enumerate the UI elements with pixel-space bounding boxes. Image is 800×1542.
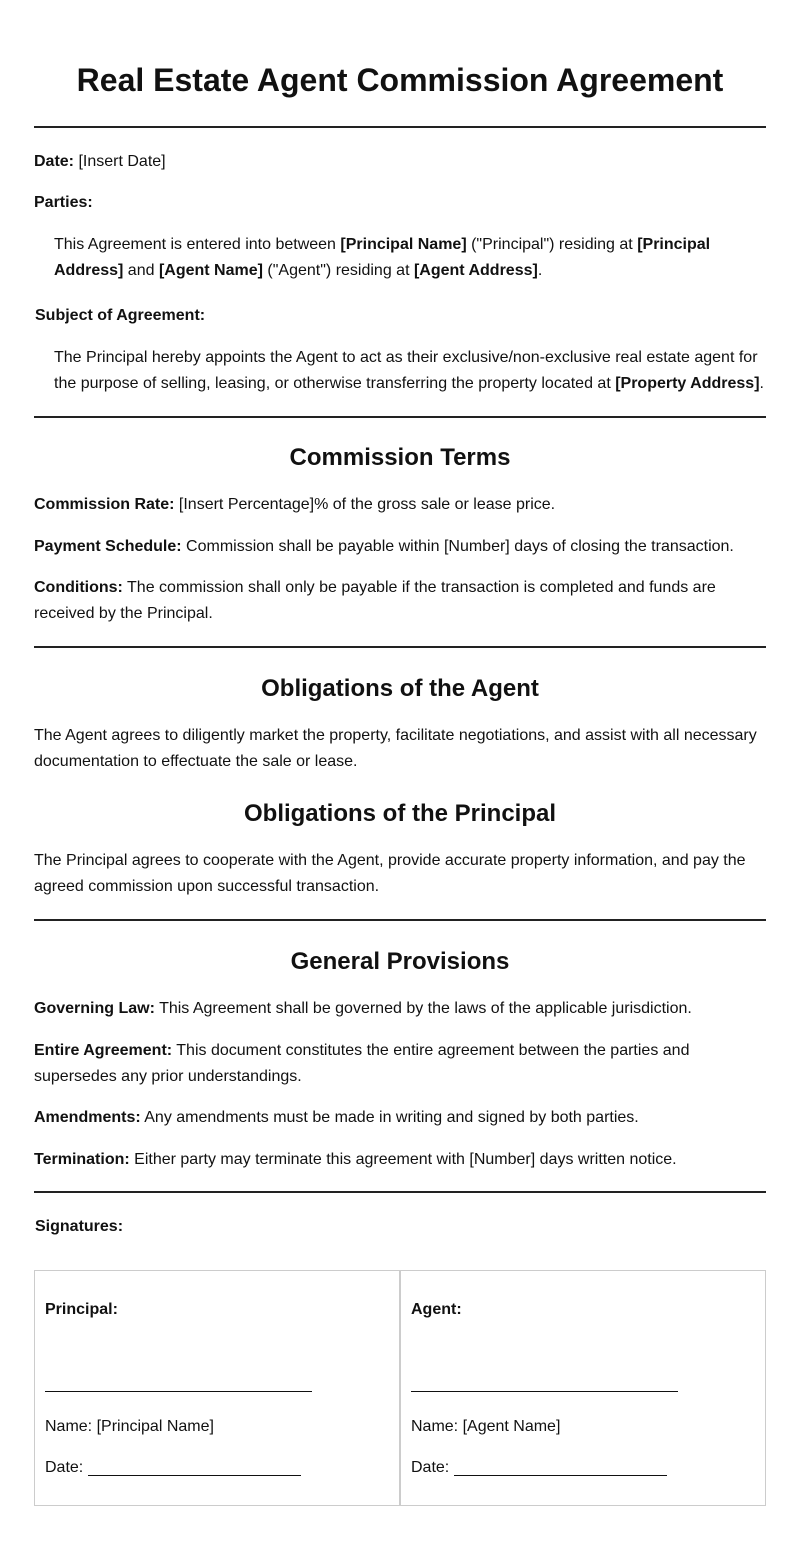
parties-label: Parties: [34, 194, 93, 211]
divider [34, 126, 766, 128]
text-segment: ("Principal") residing at [466, 236, 638, 253]
commission-rate-label: Commission Rate: [34, 496, 175, 513]
general-provisions-heading: General Provisions [290, 948, 510, 975]
agent-signature-line [411, 1391, 678, 1392]
divider [34, 416, 766, 418]
parties-text-line-1 [54, 232, 766, 258]
termination [34, 1147, 766, 1173]
agent-address-placeholder: [Agent Address] [413, 262, 538, 279]
principal-address-placeholder: [Principal [637, 236, 711, 253]
principal-obligations-line-1: The Principal agrees to cooperate with the Agent, provide accurate property information, and pay the [34, 852, 746, 869]
amendments-label: Amendments: [34, 1109, 141, 1126]
termination-text: Either party may terminate this agreement with [Number] days written notice. [129, 1151, 677, 1168]
text-segment: and [123, 262, 159, 279]
termination-label: Termination: [34, 1151, 130, 1168]
date-value: [Insert Date] [74, 153, 166, 170]
conditions-text: The commission shall only be payable if the transaction is completed and funds are [122, 579, 716, 596]
payment-schedule-label: Payment Schedule: [34, 538, 182, 555]
commission-rate-text: [Insert Percentage]% of the gross sale or lease price. [174, 496, 556, 513]
amendments [34, 1105, 766, 1131]
governing-law-text: This Agreement shall be governed by the laws of the applicable jurisdiction. [154, 1000, 692, 1017]
text-segment: ("Agent") residing at [262, 262, 414, 279]
principal-name: Name: [Principal Name] [45, 1418, 214, 1435]
divider [34, 1191, 766, 1193]
payment-schedule [34, 534, 766, 560]
text-segment: the purpose of selling, leasing, or otherwise transferring the property located at [54, 375, 616, 392]
subject-text-line-1: The Principal hereby appoints the Agent to act as their exclusive/non-exclusive real estate agent for [54, 349, 758, 366]
principal-signature-label: Principal: [45, 1301, 118, 1318]
date-label: Date: [34, 153, 75, 170]
date-line [34, 149, 766, 175]
agent-obligations-line-2: documentation to effectuate the sale or lease. [34, 753, 358, 770]
amendments-text: Any amendments must be made in writing and signed by both parties. [140, 1109, 639, 1126]
agent-obligations-heading: Obligations of the Agent [261, 675, 539, 702]
commission-heading: Commission Terms [289, 444, 511, 471]
governing-law [34, 996, 766, 1022]
signature-column-divider [399, 1270, 401, 1506]
agent-obligations-line-1: The Agent agrees to diligently market the property, facilitate negotiations, and assist with all necessary [34, 727, 757, 744]
governing-law-label: Governing Law: [34, 1000, 155, 1017]
agent-date-line [454, 1475, 667, 1476]
signatures-label: Signatures: [35, 1218, 124, 1235]
conditions-line-2: received by the Principal. [34, 605, 213, 622]
principal-obligations-heading: Obligations of the Principal [243, 800, 557, 827]
parties-text-line-2 [54, 258, 766, 284]
agent-name: Name: [Agent Name] [411, 1418, 561, 1435]
property-address-placeholder: [Property Address] [615, 375, 760, 392]
divider [34, 919, 766, 921]
commission-rate [34, 492, 766, 518]
principal-date-line [88, 1475, 301, 1476]
subject-text-line-2 [54, 371, 766, 397]
principal-address-placeholder: Address] [54, 262, 124, 279]
entire-agreement-label: Entire Agreement: [34, 1042, 173, 1059]
agent-signature-label: Agent: [411, 1301, 462, 1318]
text-segment: . [537, 262, 543, 279]
divider [34, 646, 766, 648]
document-title: Real Estate Agent Commission Agreement [76, 62, 724, 98]
entire-agreement-line-2: supersedes any prior understandings. [34, 1068, 302, 1085]
subject-label: Subject of Agreement: [35, 307, 206, 324]
payment-schedule-text: Commission shall be payable within [Number] days of closing the transaction. [181, 538, 734, 555]
text-segment: This Agreement is entered into between [54, 236, 341, 253]
principal-date-label: Date: [45, 1459, 84, 1476]
conditions-line-1 [34, 575, 766, 601]
entire-agreement-text: This document constitutes the entire agreement between the parties and [172, 1042, 690, 1059]
principal-signature-line [45, 1391, 312, 1392]
conditions-label: Conditions: [34, 579, 123, 596]
agent-date-label: Date: [411, 1459, 450, 1476]
agent-name-placeholder: [Agent Name] [158, 262, 263, 279]
text-segment: . [759, 375, 764, 392]
principal-name-placeholder: [Principal Name] [340, 236, 467, 253]
principal-obligations-line-2: agreed commission upon successful transaction. [34, 878, 380, 895]
entire-agreement-line-1 [34, 1038, 766, 1064]
